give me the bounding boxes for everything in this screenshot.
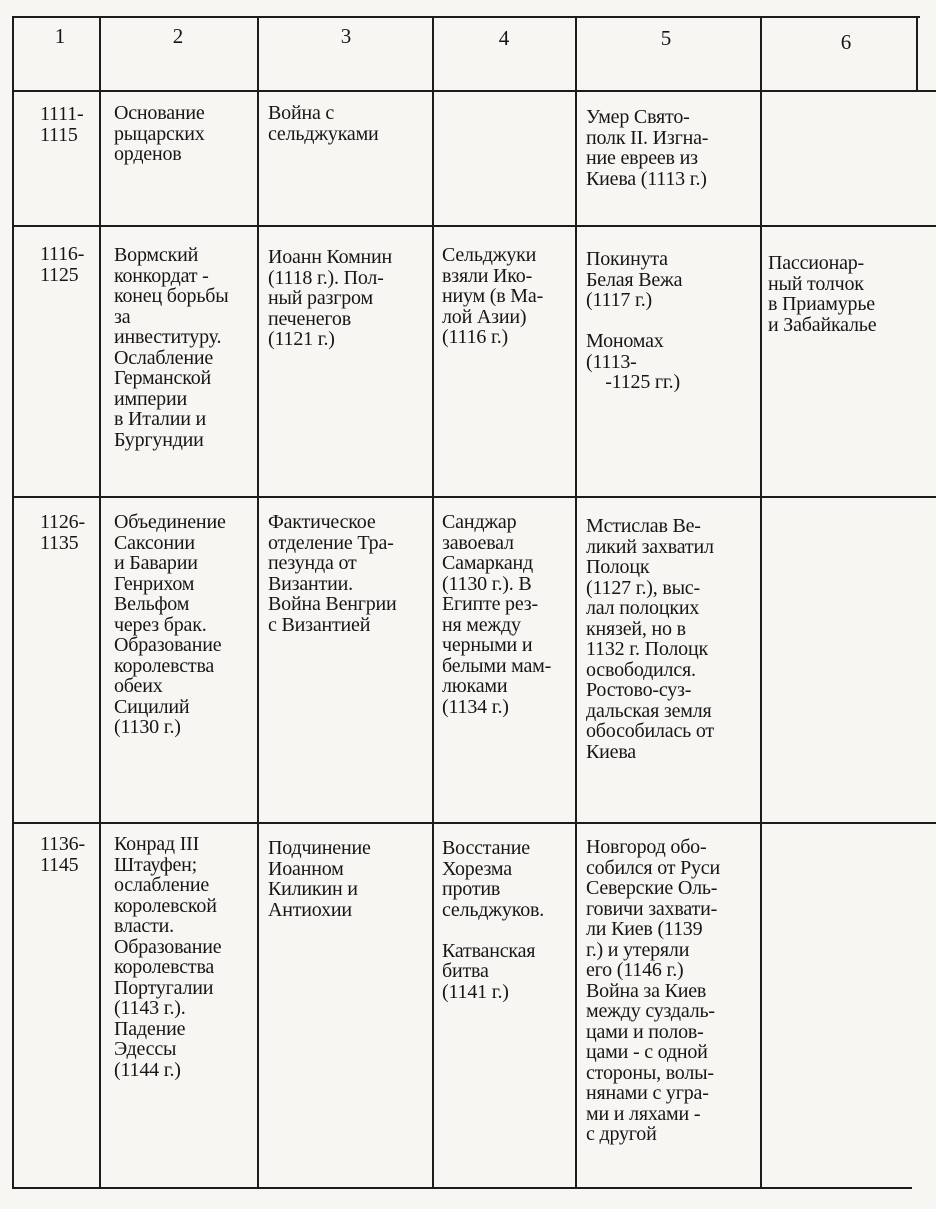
row4-europe: Конрад III Штауфен; ослабление королевской власти. Образование королевства Португалии (1143 г.). Падение Эдессы (1144 г.) bbox=[114, 833, 222, 1081]
col-divider-1 bbox=[99, 16, 101, 1188]
row1-byzantium: Война с сельджуками bbox=[268, 102, 379, 145]
row3-europe: Объединение Саксонии и Баварии Генрихом Вельфом через брак. Образование королевства обеих Сицилий (1130 г.) bbox=[114, 511, 226, 738]
header-bottom-border bbox=[12, 90, 936, 92]
header-col-5: 5 bbox=[660, 26, 672, 50]
row1-europe: Основание рыцарских орденов bbox=[114, 102, 205, 165]
row3-asia: Санджар завоевал Самарканд (1130 г.). В Египте рез- ня между черными и белыми мам- люками (1134 г.) bbox=[442, 511, 552, 718]
row2-years: 1116- 1125 bbox=[40, 243, 85, 286]
header-col-4: 4 bbox=[498, 26, 510, 50]
header-col-2: 2 bbox=[172, 24, 184, 48]
col-divider-3 bbox=[432, 16, 434, 1188]
row2-other: Пассионар- ный толчок в Приамурье и Забайкалье bbox=[768, 252, 877, 336]
row1-rus: Умер Свято- полк II. Изгна- ние евреев из Киева (1113 г.) bbox=[586, 106, 709, 190]
table-bottom-border bbox=[12, 1187, 912, 1189]
row4-rus: Новгород обо- собился от Руси Северские Оль- говичи захвати- ли Киев (1139 г.) и утеряли его (1146 г.) Война за Киев между суздаль- цами и полов- цами - с одной стороны, волы- нянами с угра- ми и ляхами - с другой bbox=[586, 836, 720, 1145]
row4-byzantium: Подчинение Иоанном Киликин и Антиохии bbox=[268, 837, 371, 921]
row2-bottom-border bbox=[12, 496, 936, 498]
row1-years: 1111- 1115 bbox=[40, 103, 84, 146]
col-divider-4 bbox=[575, 16, 577, 1188]
header-col-3: 3 bbox=[340, 24, 352, 48]
header-col-6: 6 bbox=[840, 30, 852, 54]
row3-years: 1126- 1135 bbox=[40, 511, 85, 554]
row4-asia: Восстание Хорезма против сельджуков. Катванская битва (1141 г.) bbox=[442, 837, 545, 1003]
row3-byzantium: Фактическое отделение Тра- пезунда от Византии. Война Венгрии с Византией bbox=[268, 511, 397, 636]
col-divider-2 bbox=[257, 16, 259, 1188]
row2-rus: Покинута Белая Вежа (1117 г.) Мономах (1113- -1125 гг.) bbox=[586, 248, 683, 393]
row1-bottom-border bbox=[12, 225, 936, 227]
header-col-1: 1 bbox=[54, 24, 66, 48]
row4-years: 1136- 1145 bbox=[40, 833, 85, 876]
table-right-border bbox=[916, 16, 918, 90]
row2-europe: Вормский конкордат - конец борьбы за инвеституру. Ослабление Германской империи в Италии и Бургундии bbox=[114, 244, 229, 451]
row2-byzantium: Иоанн Комнин (1118 г.). Пол- ный разгром печенегов (1121 г.) bbox=[268, 246, 393, 350]
row3-rus: Мстислав Ве- ликий захватил Полоцк (1127 г.), выс- лал полоцких князей, но в 1132 г. Полоцк освободился. Ростово-суз- дальская земля обособилась от Киева bbox=[586, 515, 714, 763]
row2-asia: Сельджуки взяли Ико- ниум (в Ма- лой Азии) (1116 г.) bbox=[442, 244, 544, 348]
row3-bottom-border bbox=[12, 822, 936, 824]
table-left-border bbox=[12, 16, 14, 1188]
col-divider-5 bbox=[760, 16, 762, 1188]
table-top-border bbox=[12, 16, 920, 18]
